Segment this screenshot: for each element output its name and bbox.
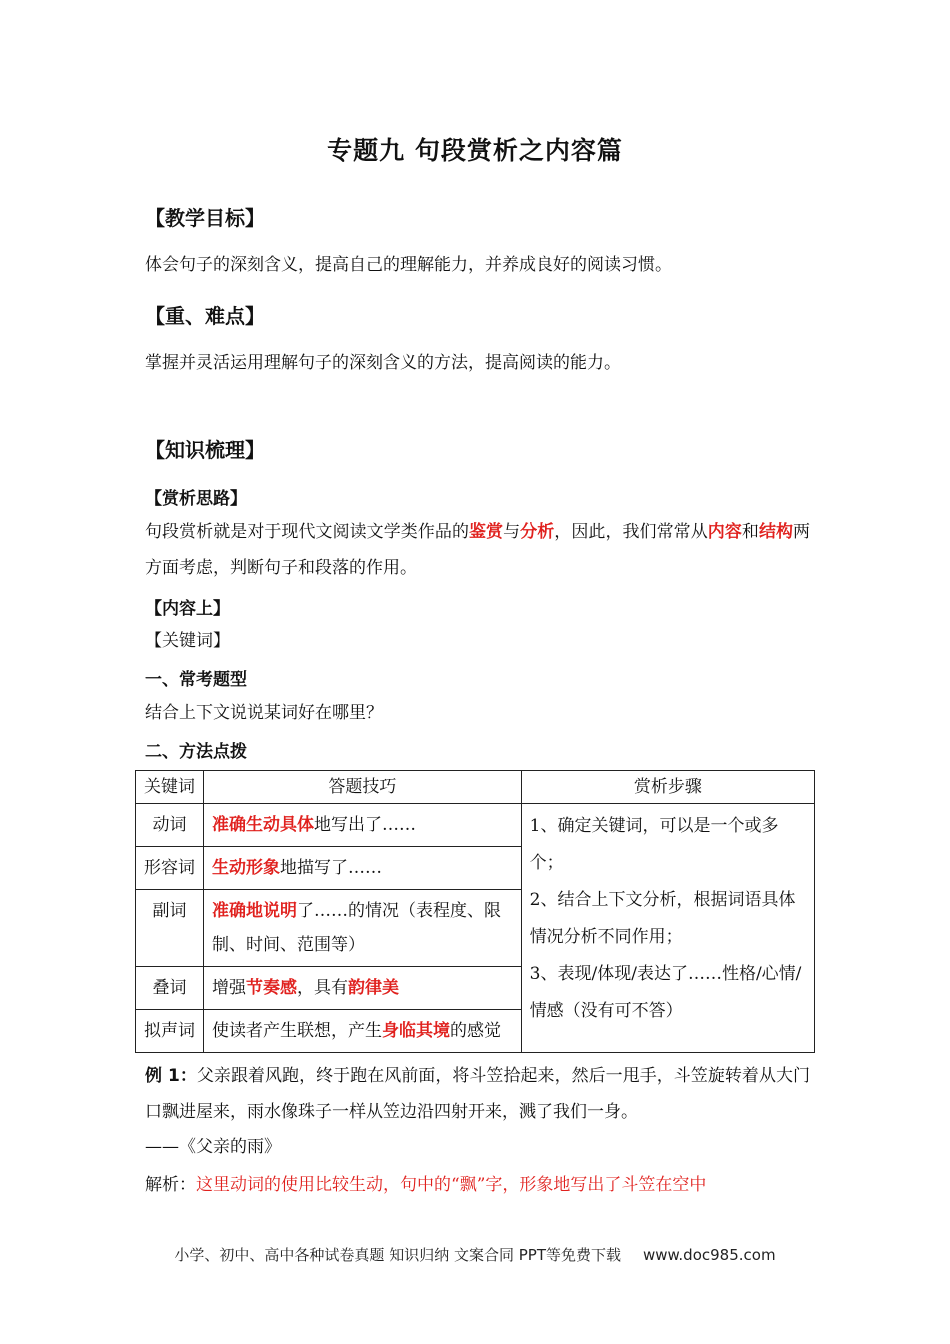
approach-text: 和 — [741, 522, 759, 542]
technique-cell — [204, 890, 522, 967]
approach-paragraph — [145, 514, 810, 586]
example-text: 父亲跟着风跑，终于跑在风前面，将斗笠拾起来，然后一甩手，斗笠旋转着从大门口飘进屋来，雨水像珠子一样从笠边沿四射开来，溅了我们一身。 — [145, 1066, 811, 1122]
table-header-row — [136, 771, 815, 804]
technique-highlight: 准确生动具体 — [212, 815, 314, 835]
highlight-content: 内容 — [707, 522, 742, 542]
table-header: 赏析步骤 — [521, 771, 814, 804]
knowledge-heading: 【知识梳理】 — [145, 438, 265, 462]
teaching-goal-heading: 【教学目标】 — [145, 206, 265, 230]
technique-cell — [204, 804, 522, 847]
highlight-appreciation: 鉴赏 — [469, 522, 504, 542]
technique-highlight: 身临其境 — [382, 1021, 450, 1041]
teaching-goal-text: 体会句子的深刻含义，提高自己的理解能力，并养成良好的阅读习惯。 — [145, 255, 672, 275]
question-type-text: 结合上下文说说某词好在哪里？ — [145, 703, 383, 723]
page-title: 专题九 句段赏析之内容篇 — [327, 136, 623, 165]
question-type-heading: 一、常考题型 — [145, 670, 247, 690]
technique-cell — [204, 847, 522, 890]
technique-highlight: 节奏感 — [246, 978, 297, 998]
content-heading: 【内容上】 — [145, 599, 230, 619]
approach-text: 句段赏析就是对于现代文阅读文学类作品的 — [145, 522, 469, 542]
table-header: 答题技巧 — [204, 771, 522, 804]
footer-text: 小学、初中、高中各种试卷真题 知识归纳 文案合同 PPT等免费下载 — [174, 1246, 621, 1264]
technique-text: 使读者产生联想，产生 — [212, 1021, 382, 1041]
steps-cell — [521, 804, 814, 1053]
footer-url[interactable]: www.doc985.com — [642, 1246, 776, 1264]
analysis-label: 解析： — [145, 1175, 196, 1195]
approach-text: 与 — [503, 522, 521, 542]
highlight-analysis: 分析 — [520, 522, 555, 542]
table-header: 关键词 — [136, 771, 204, 804]
analysis-line — [145, 1172, 706, 1198]
step-item: 2、结合上下文分析，根据词语具体情况分析不同作用； — [529, 890, 796, 947]
keyword-cell: 叠词 — [136, 967, 204, 1010]
technique-text: 增强 — [212, 978, 246, 998]
approach-heading: 【赏析思路】 — [145, 489, 247, 509]
example-paragraph — [145, 1058, 810, 1130]
keyword-cell: 形容词 — [136, 847, 204, 890]
technique-text: 的感觉 — [450, 1021, 501, 1041]
example-source: ——《父亲的雨》 — [145, 1137, 281, 1157]
key-points-heading: 【重、难点】 — [145, 304, 265, 328]
keyword-cell: 副词 — [136, 890, 204, 967]
technique-cell — [204, 967, 522, 1010]
keyword-cell: 拟声词 — [136, 1010, 204, 1053]
page-footer — [0, 1244, 950, 1265]
table-row — [136, 804, 815, 847]
keyword-cell: 动词 — [136, 804, 204, 847]
technique-text: ，具有 — [297, 978, 348, 998]
method-heading: 二、方法点拨 — [145, 742, 247, 762]
technique-text: 了……的情况（表程度、限制、时间、范围等） — [212, 901, 501, 955]
analysis-text: 这里动词的使用比较生动，句中的“飘”字，形象地写出了斗笠在空中 — [196, 1175, 707, 1195]
step-item: 1、确定关键词，可以是一个或多个； — [529, 816, 779, 873]
technique-text: 地描写了…… — [280, 858, 382, 878]
example-label: 例 1： — [145, 1066, 197, 1086]
technique-highlight: 韵律美 — [348, 978, 399, 998]
approach-text: ，因此，我们常常从 — [554, 522, 708, 542]
step-item: 3、表现/体现/表达了……性格/心情/情感（没有可不答） — [529, 964, 802, 1021]
method-table — [135, 770, 815, 1053]
highlight-structure: 结构 — [758, 522, 794, 542]
keyword-heading: 【关键词】 — [145, 631, 230, 651]
technique-cell — [204, 1010, 522, 1053]
approach-text: 两方面考虑，判断句子和段落的作用。 — [145, 522, 811, 578]
technique-highlight: 生动形象 — [212, 858, 280, 878]
technique-text: 地写出了…… — [314, 815, 416, 835]
technique-highlight: 准确地说明 — [212, 901, 297, 921]
key-points-text: 掌握并灵活运用理解句子的深刻含义的方法，提高阅读的能力。 — [145, 353, 621, 373]
